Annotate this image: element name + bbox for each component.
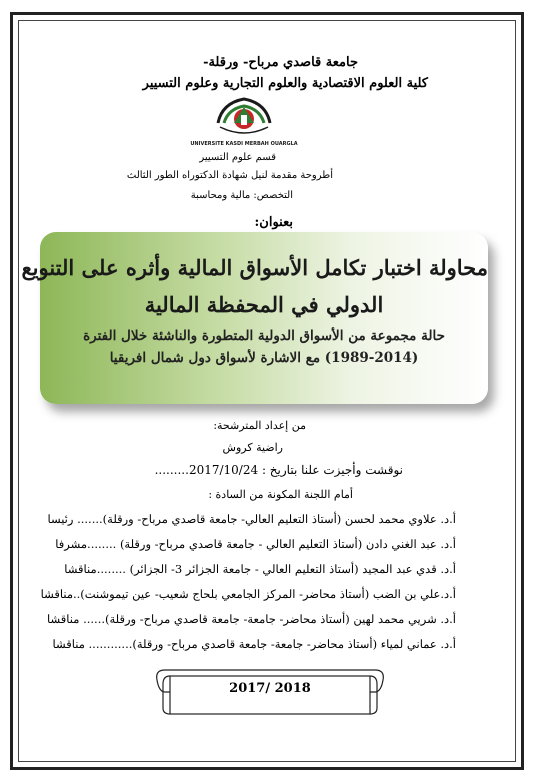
author-label: من إعداد المترشحة: — [213, 419, 306, 432]
university-name: جامعة قاصدي مرباح- ورقلة- — [203, 55, 358, 70]
thesis-subtitle-line2: (1989-2014) مع الاشارة لأسواق دول شمال افريقيا — [109, 350, 419, 366]
committee-member-1: أ.د. علاوي محمد لحسن (أستاذ التعليم العالي- جامعة قاصدي مرباح- ورقلة)....... رئيسا — [47, 512, 456, 526]
committee-label: أمام اللجنة المكونة من السادة : — [208, 488, 353, 501]
university-logo — [190, 93, 298, 151]
logo-latin-text: UNIVERSITE KASDI MERBAH OUARGLA — [190, 141, 298, 147]
thesis-purpose: أطروحة مقدمة لنيل شهادة الدكتوراه الطور الثالث — [126, 170, 333, 181]
committee-member-2: أ.د. عبد الغني دادن (أستاذ التعليم العالي - جامعة قاصدي مرباح- ورقلة) ........مشرفا — [55, 537, 456, 551]
specialty: التخصص: مالية ومحاسبة — [190, 190, 293, 201]
author-name: راضية كروش — [222, 441, 283, 454]
thesis-title-line2: الدولي في المحفظة المالية — [144, 292, 384, 317]
defense-date: نوقشت وأجيزت علنا بتاريخ : 2017/10/24......... — [154, 463, 403, 477]
thesis-title-line1: محاولة اختبار تكامل الأسواق المالية وأثره على التنويع — [21, 255, 488, 280]
faculty-name: كلية العلوم الاقتصادية والعلوم التجارية وعلوم التسيير — [142, 76, 428, 91]
committee-member-4: أ.د.علي بن الضب (أستاذ محاضر- المركز الجامعي بلحاج شعيب- عين تيموشنت)..مناقشا — [40, 587, 456, 601]
academic-year: 2018 /2017 — [229, 681, 311, 696]
committee-member-3: أ.د. قدي عبد المجيد (أستاذ التعليم العالي - جامعة الجزائر 3- الجزائر) ........مناقشا — [64, 562, 456, 576]
committee-member-5: أ.د. شريي محمد لهين (أستاذ محاضر- جامعة- جامعة قاصدي مرباح- ورقلة)...... مناقشا — [47, 612, 456, 626]
thesis-subtitle-line1: حالة مجموعة من الأسواق الدولية المتطورة والناشئة خلال الفترة — [83, 328, 445, 344]
department-name: قسم علوم التسيير — [199, 152, 276, 163]
committee-member-6: أ.د. عماني لمياء (أستاذ محاضر- جامعة- جامعة قاصدي مرباح- ورقلة)............ مناقشا — [52, 637, 456, 651]
title-label: بعنوان: — [254, 215, 293, 230]
